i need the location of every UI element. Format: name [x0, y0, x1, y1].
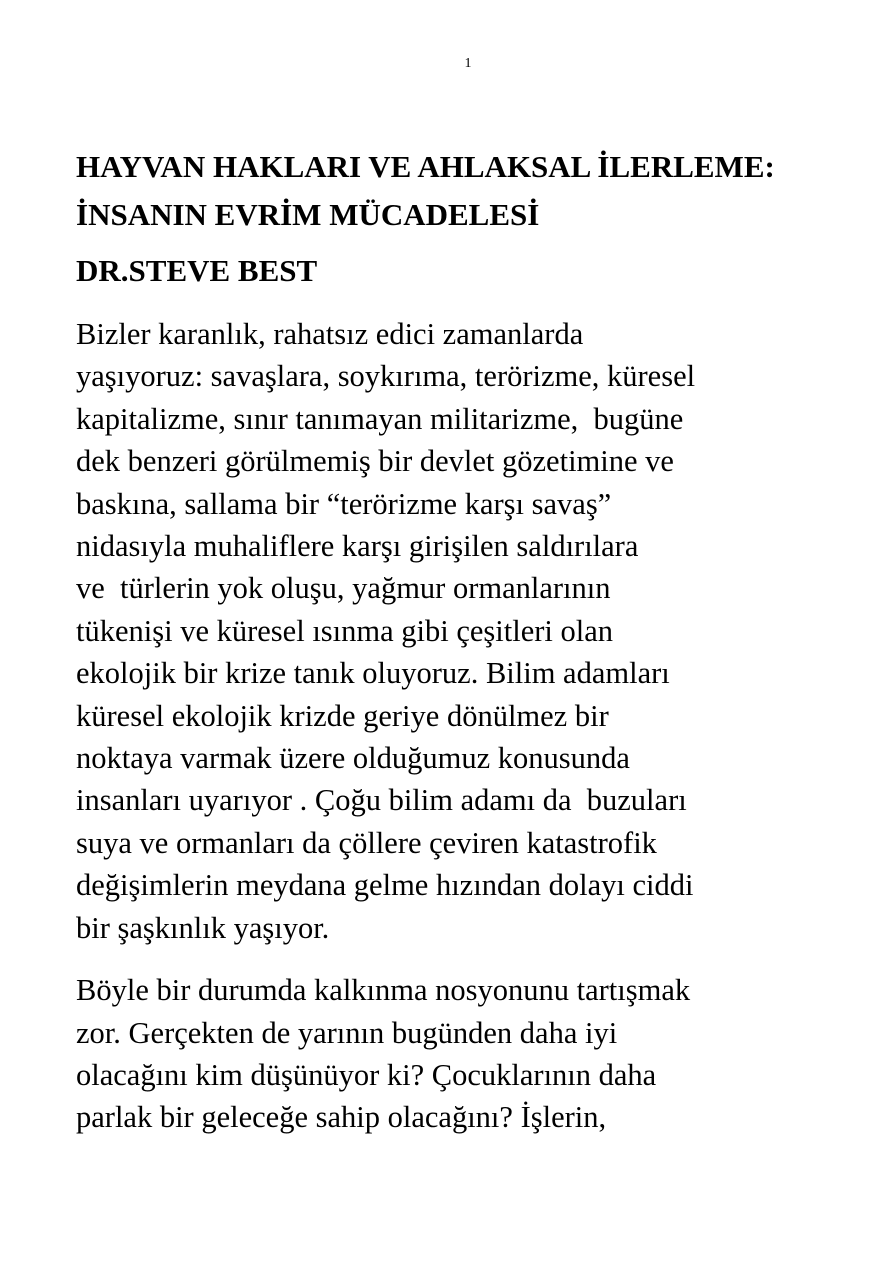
text-line: ekolojik bir krize tanık oluyoruz. Bilim adamları	[76, 656, 670, 691]
text-line: olacağını kim düşünüyor ki? Çocuklarının daha	[76, 1057, 657, 1092]
text-line: Böyle bir durumda kalkınma nosyonunu tartışmak	[76, 973, 691, 1008]
text-line: kapitalizme, sınır tanımayan militarizme, bugüne	[76, 401, 684, 436]
text-line: suya ve ormanları da çöllere çeviren katastrofik	[76, 825, 657, 860]
paragraph-1	[76, 313, 876, 949]
text-line: nidasıyla muhaliflere karşı girişilen saldırılara	[76, 529, 639, 564]
page-number: 1	[464, 56, 472, 71]
text-line: parlak bir geleceğe sahip olacağını? İşlerin,	[76, 1100, 607, 1135]
text-line: baskına, sallama bir “terörizme karşı savaş”	[76, 486, 612, 521]
title-line: İNSANIN EVRİM MÜCADELESİ	[76, 197, 540, 232]
document-body	[76, 143, 876, 1139]
text-line: dek benzeri görülmemiş bir devlet gözetimine ve	[76, 444, 674, 479]
text-line: Bizler karanlık, rahatsız edici zamanlarda	[76, 317, 584, 351]
document-title	[76, 143, 876, 239]
text-line: tükenişi ve küresel ısınma gibi çeşitleri olan	[76, 613, 614, 648]
title-line: HAYVAN HAKLARI VE AHLAKSAL İLERLEME:	[76, 149, 775, 184]
text-line: ve türlerin yok oluşu, yağmur ormanlarının	[76, 571, 611, 606]
text-line: yaşıyoruz: savaşlara, soykırıma, terörizme, küresel	[76, 359, 696, 394]
author-name: DR.STEVE BEST	[76, 253, 318, 288]
text-line: noktaya varmak üzere olduğumuz konusunda	[76, 741, 630, 776]
paragraph-2	[76, 969, 876, 1139]
text-line: küresel ekolojik krizde geriye dönülmez bir	[76, 698, 609, 733]
text-line: değişimlerin meydana gelme hızından dolayı ciddi	[76, 868, 694, 903]
text-line: bir şaşkınlık yaşıyor.	[76, 910, 330, 945]
text-line: zor. Gerçekten de yarının bugünden daha iyi	[76, 1015, 618, 1050]
text-line: insanları uyarıyor . Çoğu bilim adamı da buzuları	[76, 783, 687, 818]
